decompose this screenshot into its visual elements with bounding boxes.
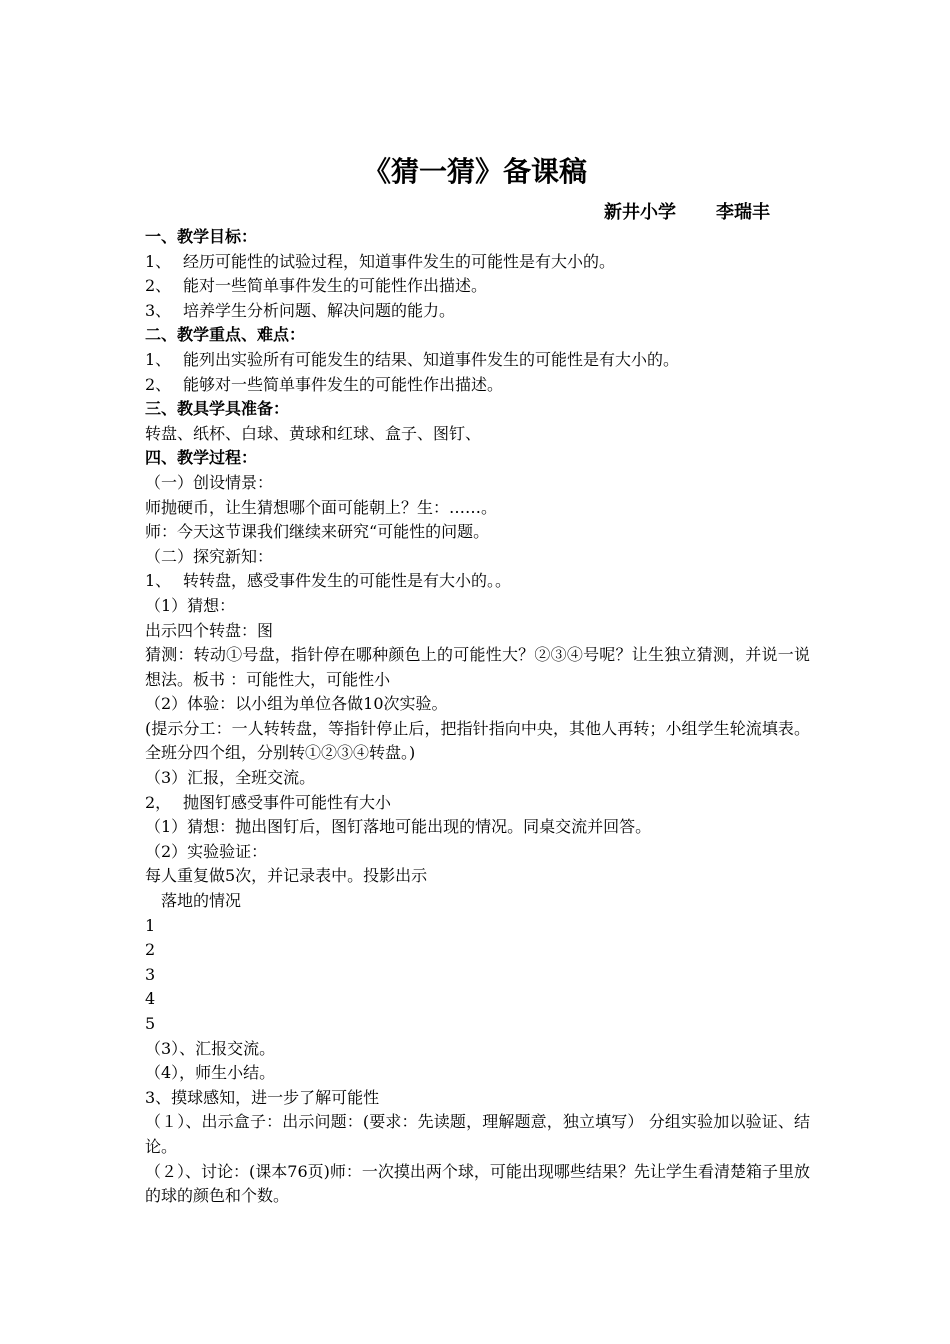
paragraph: 3、摸球感知，进一步了解可能性	[145, 1087, 380, 1107]
list-item: 3、 培养学生分析问题、解决问题的能力。	[145, 300, 456, 320]
table-row: 4	[145, 989, 156, 1009]
materials-text: 转盘、纸杯、白球、黄球和红球、盒子、图钉、	[145, 423, 482, 443]
table-row: 3	[145, 964, 156, 984]
paragraph: （3）、汇报交流。	[145, 1038, 276, 1058]
paragraph: （4），师生小结。	[145, 1063, 276, 1083]
table-row: 5	[145, 1014, 156, 1033]
list-item: 1、 能列出实验所有可能发生的结果、知道事件发生的可能性是有大小的。	[145, 349, 680, 369]
paragraph: （一）创设情景：	[145, 472, 274, 492]
section-heading-goals: 一、教学目标：	[145, 227, 258, 246]
list-item: 2， 抛图钉感受事件可能性有大小	[145, 792, 392, 812]
document-body	[145, 225, 810, 1209]
paragraph: 师抛硬币，让生猜想哪个面可能朝上？生：……。	[145, 497, 498, 517]
paragraph: （2）体验：以小组为单位各做10次实验。	[145, 694, 448, 714]
paragraph: 师：今天这节课我们继续来研究“可能性的问题。	[145, 522, 490, 542]
paragraph: （1）猜想：	[145, 595, 236, 615]
author-line	[604, 200, 770, 226]
document-title: 《猜一猜》备课稿	[362, 155, 587, 188]
list-item: 2、 能对一些简单事件发生的可能性作出描述。	[145, 276, 488, 296]
paragraph: 猜测：转动①号盘，指针停在哪种颜色上的可能性大？②③④号呢？让生独立猜测，并说一说想法。板书 ：可能性大，可能性小	[145, 645, 810, 689]
school-name: 新井小学	[604, 202, 676, 223]
table-row: 2	[145, 940, 156, 960]
paragraph: （１）、出示盒子：出示问题：(要求：先读题，理解题意，独立填写） 分组实验加以验证、结论。	[145, 1112, 810, 1156]
paragraph: （3）汇报，全班交流。	[145, 768, 316, 788]
paragraph: （２）、讨论：(课本76页)师：一次摸出两个球，可能出现哪些结果？先让学生看清楚箱子里放的球的颜色和个数。	[145, 1161, 810, 1206]
paragraph: （二）探究新知：	[145, 546, 274, 566]
author-name: 李瑞丰	[716, 202, 770, 223]
list-item: 1、 经历可能性的试验过程，知道事件发生的可能性是有大小的。	[145, 251, 616, 271]
paragraph: (提示分工：一人转转盘，等指针停止后，把指针指向中央，其他人再转；小组学生轮流填表。全班分四个组，分别转①②③④转盘。)	[145, 718, 810, 763]
table-header: 落地的情况	[161, 891, 242, 911]
paragraph: （2）实验验证：	[145, 841, 268, 861]
paragraph: （1）猜想：抛出图钉后，图钉落地可能出现的情况。同桌交流并回答。	[145, 817, 652, 837]
section-heading-key-points: 二、教学重点、难点：	[145, 325, 306, 345]
table-row: 1	[145, 915, 156, 935]
section-heading-materials: 三、教具学具准备：	[145, 399, 290, 419]
paragraph: 每人重复做5次，并记录表中。投影出示	[145, 866, 428, 886]
section-heading-process: 四、教学过程：	[145, 448, 258, 468]
list-item: 2、 能够对一些简单事件发生的可能性作出描述。	[145, 374, 504, 394]
list-item: 1、 转转盘，感受事件发生的可能性是有大小的。。	[145, 571, 512, 591]
paragraph: 出示四个转盘：图	[145, 620, 274, 640]
